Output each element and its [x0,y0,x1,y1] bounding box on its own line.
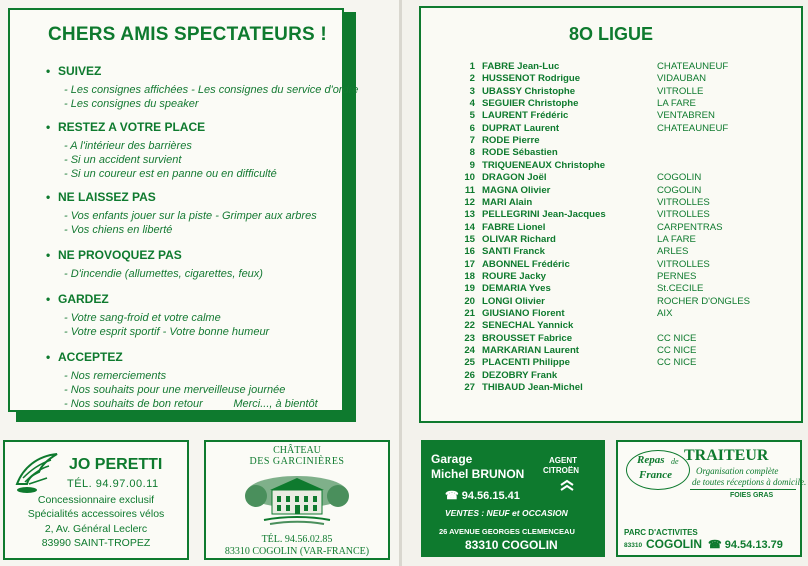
ad-jo-peretti [3,440,189,560]
section-ne-provoquez-pas [46,248,263,281]
rider-name: MARI Alain [482,196,533,208]
rider-club: CHATEAUNEUF [657,122,729,134]
section-ne-laissez-pas [46,190,317,237]
rider-row [421,160,801,172]
rider-name: SEGUIER Christophe [482,98,579,110]
section-heading: SUIVEZ [58,64,102,78]
rider-row [421,172,801,184]
section-line: - Si un coureur est en panne ou en difficulté [64,168,277,180]
rider-name: GIUSIANO Florent [482,308,565,319]
rider-row [421,234,801,246]
rider-num: 1 [469,61,475,72]
rider-row [421,185,801,197]
rider-club: CARPENTRAS [657,221,723,233]
section-restez [46,120,277,181]
rider-row [421,382,801,394]
peretti-tel: TÉL. 94.97.00.11 [67,478,159,490]
ligue-title: 8O LIGUE [568,24,653,44]
rider-club: CHATEAUNEUF [657,61,729,72]
rider-row [421,147,801,159]
rider-row [421,320,801,332]
rider-name: FABRE Lionel [482,221,546,233]
logo-word: de [671,457,679,466]
rider-num: 3 [469,85,475,97]
rider-row [421,123,801,135]
rider-num: 6 [469,122,475,134]
section-line: - Votre esprit sportif - Votre bonne humeur [64,326,270,338]
spectators-title: CHERS AMIS SPECTATEURS ! [48,24,327,45]
rider-name: PLACENTI Philippe [482,357,570,369]
ad-traiteur [616,440,807,557]
rider-row [421,357,801,369]
rider-club: VENTABREN [657,110,715,122]
chateau-illustration-icon [244,472,350,528]
traiteur-postcode: 83310 [624,542,643,549]
rider-club: St.CECILE [657,283,704,295]
divider [690,489,796,490]
rider-row [421,135,801,147]
traiteur-phone-line [708,538,783,551]
rider-row [421,296,801,308]
rider-num: 13 [464,209,475,221]
rider-name: SANTI Franck [482,246,545,258]
rider-name: HUSSENOT Rodrigue [482,73,581,85]
rider-num: 9 [469,159,475,171]
rider-num: 21 [464,308,475,319]
peretti-line: 2, Av. Général Leclerc [44,523,148,535]
rider-num: 17 [464,258,475,270]
rider-row [421,259,801,271]
section-heading: NE PROVOQUEZ PAS [58,248,182,262]
rider-club: VITROLLES [657,196,710,208]
garage-phone: 94.56.15.41 [461,490,520,502]
rider-num: 22 [464,320,475,332]
chateau-tel: TÉL. 94.56.02.85 [261,534,333,545]
rider-club: COGOLIN [657,172,702,184]
rider-name: THIBAUD Jean-Michel [482,382,583,394]
peretti-line: Concessionnaire exclusif [37,494,155,506]
bullet-icon: • [46,248,51,262]
rider-num: 15 [464,233,475,245]
rider-row [421,370,801,382]
chateau-title-line: DES GARCINIÈRES [249,456,345,467]
rider-row [421,98,801,110]
rider-club: CC NICE [657,357,697,369]
peretti-line: 83990 SAINT-TROPEZ [41,537,151,549]
rider-row [421,197,801,209]
rider-num: 20 [464,295,475,307]
rider-row [421,222,801,234]
rider-club: CC NICE [657,332,697,344]
rider-num: 11 [464,184,475,196]
bullet-icon: • [46,64,51,78]
rider-name: SENECHAL Yannick [482,320,574,332]
section-gardez [46,292,269,339]
spectators-panel [8,8,359,412]
rider-name: DUPRAT Laurent [482,122,560,134]
phone-icon: ☎ [445,490,459,502]
garage-label: Garage [431,452,473,466]
traiteur-city: COGOLIN [646,537,702,551]
ligue-panel [419,6,803,423]
rider-row [421,333,801,345]
rider-num: 27 [464,382,475,394]
citroen-chevrons-icon [559,478,575,494]
rider-row [421,345,801,357]
rider-num: 19 [464,283,475,295]
section-line: - Votre sang-froid et votre calme [64,312,221,324]
rider-club: VITROLLES [657,258,710,270]
rider-club: COGOLIN [657,184,702,196]
ad-garage-brunon [421,440,605,557]
section-line: - Si un accident survient [64,154,182,166]
traiteur-sub: de toutes réceptions à domicile. [692,477,807,487]
traiteur-parc: PARC D'ACTIVITES [624,528,698,537]
section-line: - Vos chiens en liberté [64,224,173,236]
section-line: - Nos souhaits de bon retour Merci..., à bientôt [64,398,318,410]
section-suivez [46,64,358,111]
rider-row [421,308,801,320]
rider-club: VIDAUBAN [657,73,707,85]
rider-club: LA FARE [657,233,696,245]
section-heading: ACCEPTEZ [58,350,123,364]
citroen-label: CITROËN [543,466,579,475]
rider-name: RODE Pierre [482,135,540,147]
rider-name: DEMARIA Yves [482,283,551,295]
rider-name: FABRE Jean-Luc [482,61,560,72]
traiteur-title: TRAITEUR [684,447,769,464]
rider-num: 14 [464,221,475,233]
rider-num: 12 [464,196,475,208]
phone-icon: ☎ [708,539,722,551]
rider-num: 10 [464,172,475,184]
traiteur-phone: 94.54.13.79 [724,539,783,551]
rider-row [421,283,801,295]
section-line: - D'incendie (allumettes, cigarettes, feux) [64,268,263,280]
rider-num: 5 [469,110,475,122]
rider-name: UBASSY Christophe [482,85,576,97]
honda-wing-logo-icon [13,448,61,496]
rider-name: RODE Sébastien [482,147,558,159]
peretti-line: Spécialités accessoires vélos [27,508,165,520]
rider-num: 7 [469,135,475,147]
rider-name: OLIVAR Richard [482,233,556,245]
chateau-address: 83310 COGOLIN (VAR-FRANCE) [224,546,370,557]
rider-club: CC NICE [657,345,697,357]
garage-city: 83310 COGOLIN [465,538,558,552]
rider-club: AIX [657,308,673,319]
rider-name: MARKARIAN Laurent [482,345,580,357]
rider-name: LONGI Olivier [482,295,545,307]
garage-sales: VENTES : NEUF et OCCASION [445,508,568,518]
rider-num: 18 [464,270,475,282]
rider-name: MAGNA Olivier [482,184,551,196]
garage-address: 26 AVENUE GEORGES CLEMENCEAU [439,527,575,536]
rider-num: 8 [469,147,475,159]
rider-name: PELLEGRINI Jean-Jacques [482,209,606,221]
rider-row [421,246,801,258]
section-line: - A l'intérieur des barrières [64,140,192,152]
ad-chateau-garcinieres [204,440,390,560]
section-acceptez [46,350,318,411]
section-heading: GARDEZ [58,292,109,306]
rider-row [421,61,801,73]
rider-name: TRIQUENEAUX Christophe [482,159,606,171]
rider-num: 2 [469,73,475,85]
peretti-name: JO PERETTI [69,456,163,473]
rider-club: VITROLLE [657,85,704,97]
rider-name: ROURE Jacky [482,270,546,282]
rider-name: ABONNEL Frédéric [482,258,570,270]
rider-club: PERNES [657,270,697,282]
rider-num: 23 [464,332,475,344]
rider-num: 24 [464,345,475,357]
rider-club: ROCHER D'ONGLES [657,295,750,307]
rider-name: DEZOBRY Frank [482,369,558,381]
section-line: - Vos enfants jouer sur la piste - Grimper aux arbres [64,210,317,222]
rider-num: 4 [469,98,475,110]
section-line: - Les consignes affichées - Les consignes du service d'ordre [64,84,359,96]
logo-word: France [639,469,672,481]
section-line: - Nos souhaits pour une merveilleuse journée [64,384,286,396]
agent-label: AGENT [549,456,577,465]
rider-club: LA FARE [657,98,696,110]
rider-club: VITROLLES [657,209,710,221]
rider-num: 16 [464,246,475,258]
rider-name: BROUSSET Fabrice [482,332,573,344]
repas-de-france-logo [626,450,690,490]
bullet-icon: • [46,190,51,204]
rider-name: DRAGON Joël [482,172,547,184]
rider-row [421,73,801,85]
garage-owner: Michel BRUNON [431,467,525,481]
rider-num: 26 [464,369,475,381]
rider-row [421,209,801,221]
rider-row [421,86,801,98]
rider-name: LAURENT Frédéric [482,110,569,122]
chateau-title-line: CHÂTEAU [273,445,321,456]
logo-word: Repas [637,454,665,466]
rider-row [421,271,801,283]
section-line: - Nos remerciements [64,370,167,382]
traiteur-foies-gras: FOIES GRAS [730,492,774,499]
bullet-icon: • [46,120,51,134]
rider-num: 25 [464,357,475,369]
section-heading: RESTEZ A VOTRE PLACE [58,120,206,134]
rider-row [421,110,801,122]
section-heading: NE LAISSEZ PAS [58,190,156,204]
bullet-icon: • [46,350,51,364]
page-fold [399,0,402,566]
rider-club: ARLES [657,246,689,258]
section-line: - Les consignes du speaker [64,98,199,110]
garage-phone-line [445,489,520,502]
bullet-icon: • [46,292,51,306]
traiteur-sub: Organisation complète [696,466,779,476]
